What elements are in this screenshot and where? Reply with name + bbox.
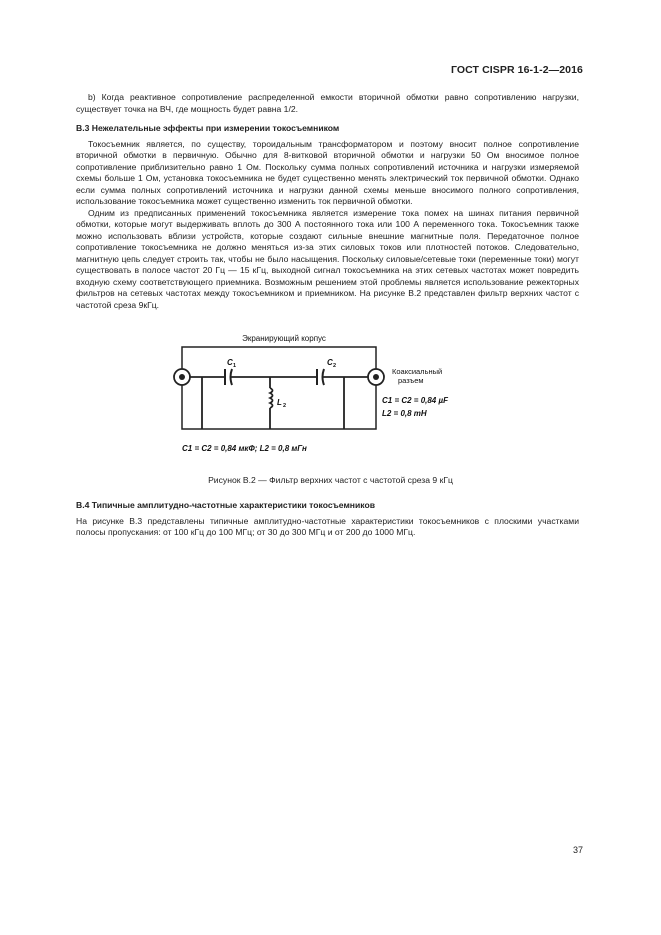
l2-coil xyxy=(270,388,273,408)
right-coax-pin-icon xyxy=(373,374,379,380)
right-equation-2: L2 = 0,8 mH xyxy=(382,409,427,418)
c2-label: C xyxy=(327,358,333,367)
figure-caption: Рисунок В.2 — Фильтр верхних частот с частотой среза 9 кГц xyxy=(208,475,453,485)
c2-subscript: 2 xyxy=(333,363,337,369)
right-equation-1: C1 = C2 = 0,84 µF xyxy=(382,396,448,405)
l2-label: L xyxy=(277,398,282,407)
section-b3-title: В.3 Нежелательные эффекты при измерении токосъемником xyxy=(76,123,340,133)
c1-subscript: 1 xyxy=(233,363,237,369)
intro-paragraph-b: b) Когда реактивное сопротивление распределенной емкости вторичной обмотки равно сопротивлению нагрузки, существует точка на ВЧ, где мощность будет равна 1/2. xyxy=(76,92,579,114)
bottom-equation: C1 = C2 = 0,84 мкФ; L2 = 0,8 мГн xyxy=(182,444,307,453)
section-b4-paragraph: На рисунке В.3 представлены типичные амплитудно-частотные характеристики токосъемников с плоскими участками полосы пропускания: от 100 кГц до 100 МГц; от 30 до 300 МГц и от 200 до 1000 МГц. xyxy=(76,515,579,537)
section-b3-paragraph-1: Токосъемник является, по существу, тороидальным трансформатором и поэтому вносит полное сопротивление вторичной обмотки в первичную. Обычно для 8-витковой вторичной обмотки и нагрузки 50 Ом вносимое полное сопротивление приблизительно равно 1 Ом. Поскольку сумма полных сопротивлений источника и нагрузки измеряемой схемы больше 1 Ом, установка токосъемника не будет существенно менять электрический ток первичной обмотки. Однако если сумма полных сопротивлений источника и нагрузки данной схемы меньше вносимого полного сопротивления, использование токосъемника может существенно изменить ток первичной обмотки. xyxy=(76,138,579,206)
shield-label: Экранирующий корпус xyxy=(242,334,326,343)
figure-b2 xyxy=(168,332,468,462)
c1-label: C xyxy=(227,358,233,367)
section-b4 xyxy=(76,500,579,539)
section-b4-title: В.4 Типичные амплитудно-частотные характеристики токосъемников xyxy=(76,500,375,510)
coax-label-line2: разъем xyxy=(398,376,424,385)
filter-schematic xyxy=(168,332,468,462)
left-coax-pin-icon xyxy=(179,374,185,380)
l2-subscript: 2 xyxy=(283,403,287,409)
main-text xyxy=(76,92,579,311)
shield-enclosure xyxy=(182,347,376,429)
coax-label-line1: Коаксиальный xyxy=(392,367,443,376)
page-number: 37 xyxy=(572,845,583,855)
document-header: ГОСТ CISPR 16-1-2—2016 xyxy=(450,64,583,76)
section-b3-paragraph-2: Одним из предписанных применений токосъемника является измерение тока помех на шинах питания первичной обмотки, которые могут выдерживать вплоть до 300 А постоянного тока или 100 А переменного тока. Токосъемник также можно использовать вблизи устройств, которые создают сильные внешние магнитные поля. Передаточное полное сопротивление токосъемника не должно меняться из-за этих силовых токов или плотностей потоков. Следовательно, магнитную цепь следует строить так, чтобы не было насыщения. Поскольку силовые/сетевые токи (переменные токи) могут существовать в полосе частот 20 Гц — 15 кГц, выходной сигнал токосъемника на этих сетевых частотах может повредить входную схему соответствующего приемника. Возможным решением этой проблемы является использование режекторных фильтров на сетевых частотах между токосъемником и приемником. На рисунке В.2 представлен фильтр верхних частот с частотой среза 9кГц. xyxy=(76,207,579,310)
